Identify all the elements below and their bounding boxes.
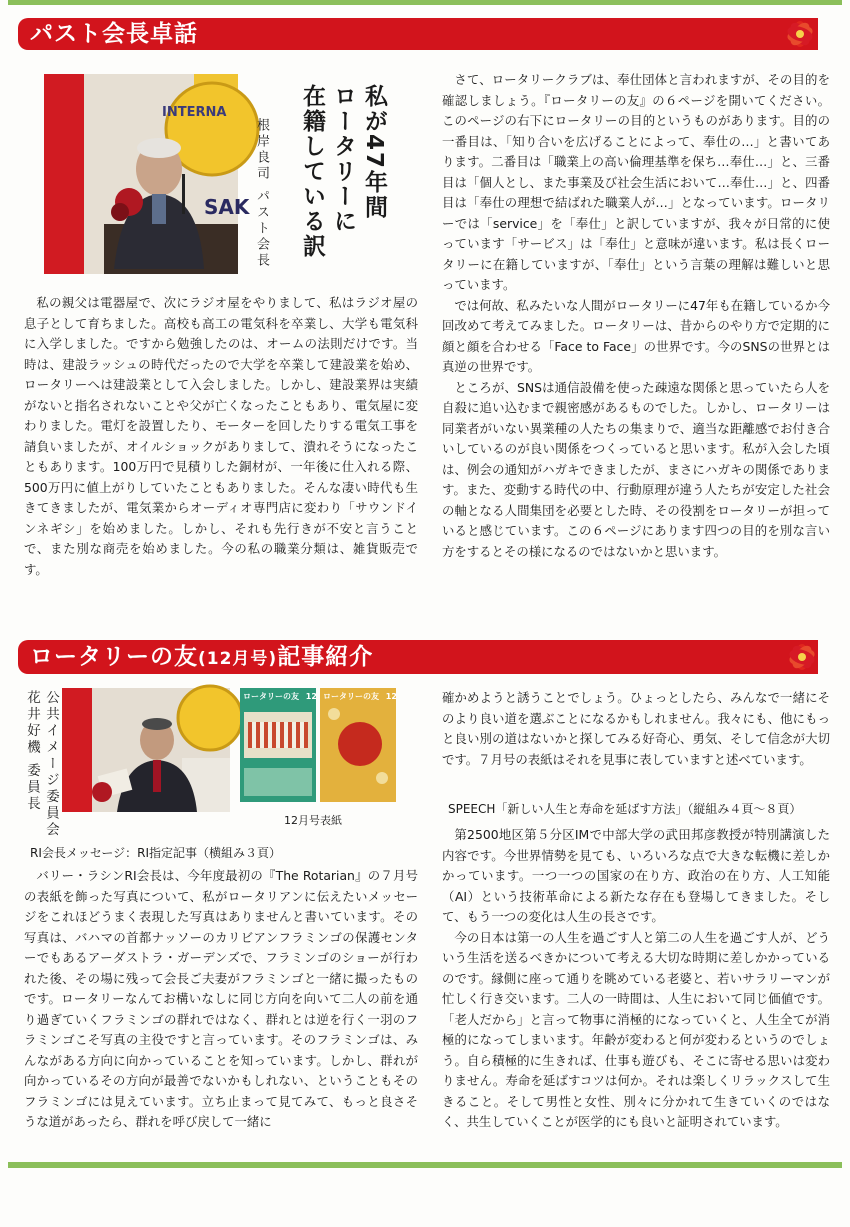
body-paragraph: 今の日本は第一の人生を過ごす人と第二の人生を過ごす人が、どういう生活を送るべきかについて考える大切な時期に差しかかっているのです。縁側に座って通りを眺めている老婆と、若いサラリーマンが忙しく行き交います。二人の一時間は、人生において同じ価値です。「老人だから」と言って物事に消極的になっていくと、人生全てが消極的になってしまいます。年齢が変わると何が変わるというのでしょう。自ら積極的に生きれば、仕事も遊びも、そこに寄せる思いは変わりません。寿命を延ばすコツは何か。それは楽しくリラックスして生きること。そして男性と女性、別々に分かれて生きていくのではなく、共生していくことが医学的にも良いと証明されています。 (442, 929, 830, 1129)
speech-body (442, 825, 830, 1133)
body-paragraph: 第2500地区第５分区IMで中部大学の武田邦彦教授が特別講演した内容です。今世界情勢を見ても、いろいろな点で大きな転機に差しかかっています。一つ一つの国家の在り方、政治の在り方、人工知能（AI）という技術革命による新たな存在も登場してきました。そして、もう一つの変化は人生の長さです。 (442, 827, 830, 924)
body-paragraph: 確かめようと誘うことでしょう。ひょっとしたら、みんなで一緒にそのより良い道を選ぶことになるかもしれません。我々にも、他にもっと良い別の道はないかと探してみる好奇心、勇気、そして信念が大切です。７月号の表紙はそれを見事に表していますと述べています。 (442, 690, 830, 767)
sign-text-2: SAK (204, 195, 250, 219)
author-line-1: 公共イメージ委員会 (43, 690, 59, 839)
speech-heading: SPEECH「新しい人生と寿命を延ばす方法」（縦組み４頁～８頁） (448, 802, 802, 816)
article-title-line-2: ロータリーに (330, 84, 356, 234)
section-title-tail: 記事紹介 (277, 644, 374, 670)
body-paragraph: ところが、SNSは通信設備を使った疎遠な関係と思っていたら人を自殺に追い込むまで親密感があるものでした。しかし、ロータリーは同業者がいない異業種の人たちの集まりで、適当な距離感でお付き合いしているのが良い関係をつくっていると思います。私が入会した頃は、例会の通知がハガキできましたが、まさにハガキの関係であります。また、変動する時代の中、行動原理が違う人たちが安定した社会の軸となる人間集団を必要とした時、その役割をロータリーが担っていると感じています。この６ページにあります四つの目的を別な言い方をするとその様になるのではないかと思います。 (442, 379, 830, 559)
committee-speaker-photo (62, 688, 230, 812)
ri-message-heading: RI会長メッセージ：RI指定記事（横組み３頁） (30, 846, 282, 860)
section-title-small: (12月号) (198, 649, 278, 669)
body-paragraph: さて、ロータリークラブは、奉仕団体と言われますが、その目的を確認しましょう。『ロータリーの友』の６ページを開いてください。このページの右下にロータリーの目的というものがあります。目的の一番目は、「知り合いを広げることによって、奉仕の…」と書いてあります。二番目は「職業上の高い倫理基準を保ち…奉仕…」と、三番目は「個人とし、また事業及び社会生活において…奉仕…」と、四番目は「奉仕の理想で結ばれた職業人が…」となっています。ロータリーでは「service」を「奉仕」と訳していますが、我々が日常的に使っています「サービス」は「奉仕」と意味が違います。私は長くロータリーに在籍していますが、「奉仕」という言葉の理解は難しいと思っています。 (442, 72, 830, 292)
article-body-right (442, 70, 830, 562)
flower-icon (785, 640, 819, 674)
bottom-rule (8, 1162, 842, 1168)
body-paragraph: 私の親父は電器屋で、次にラジオ屋をやりまして、私はラジオ屋の息子として育ちました。高校も高工の電気科を卒業し、大学も電気科に入学しました。ですから勉強したのは、オームの法則だけです。当時は、建設ラッシュの時代だったので大学を卒業して建設業を始め、ロータリーへは建設業として入会しました。しかし、建設業界は実績がないと指名されないことや父が亡くなったこともあり、電気屋に変わりました。電灯を設置したり、モーターを回したりする電気工事を請負いましたが、オイルショックがありまして、潰れそうになったこともあります。100万円で見積りした銅材が、一年後に仕入れる際、500万円に値上がりしていたこともありました。そんな凄い時代も生きてきましたが、電気業からオーディオ専門店に変わり「サウンドインネギシ」を始めました。しかし、それも先行きが不安と言うことで、また別な商売を始めました。今の私の職業分類は、雑貨販売です。 (24, 295, 418, 577)
magazine-cover-right (320, 688, 396, 802)
ri-message-body (24, 866, 418, 1133)
article-title-line-3: 在籍している訳 (299, 84, 325, 259)
section-title-main: ロータリーの友 (30, 644, 198, 670)
magazine-issue: 12 (305, 692, 317, 701)
speaker-photo (44, 74, 250, 274)
committee-author (22, 690, 60, 840)
article-title-line-1: 私が47年間 (361, 84, 387, 221)
magazine-issue: 12 (385, 692, 397, 701)
magazine-label: ロータリーの友 (323, 692, 379, 701)
article-title (296, 84, 389, 284)
body-paragraph: では何故、私みたいな人間がロータリーに47年も在籍しているか今回改めて考えてみました。ロータリーは、昔からのやり方で定期的に顔と顔を合わせる「Face to Face」の世界です。今のSNSの世界とは真逆の世界です。 (442, 297, 830, 374)
body-paragraph: バリー・ラシンRI会長は、今年度最初の『The Rotarian』の７月号の表紙を飾った写真について、私がロータリアンに伝えたいメッセージをこれほどうまく表現した写真はありませんと書いています。その写真は、バハマの首都ナッソーのカリビアンフラミンゴの保護センターでもあるアーダストラ・ガーデンズで、フラミンゴのショーが行われた後、その場に残って会長ご夫妻がフラミンゴと一緒に撮ったものです。ロータリーなんてお構いなしに同じ方向を向いて二人の前を通り過ぎていくフラミンゴの群れではなく、群れとは逆を行く一羽のフラミンゴこそ写真の主役ですと言っています。そのフラミンゴは、みんながある方向に向かっていることを知っています。しかし、群れが向かっているその方向が最善でないかもしれない、ということもそのフラミンゴには見えています。立ち止まって見てみて、もっと良さそうな道があったら、群れを呼び戻して一緒に (24, 868, 418, 1129)
author-line-2: 花井好機 委員長 (24, 690, 40, 813)
section-banner-magazine (18, 640, 818, 674)
top-rule (8, 0, 842, 5)
sign-text: INTERNA (162, 105, 227, 120)
article-author: 根岸良司 パスト会長 (254, 118, 269, 270)
section-banner-past-president (18, 18, 818, 50)
flower-icon (783, 17, 817, 51)
magazine-cover-left (240, 688, 316, 802)
section-title: パスト会長卓話 (30, 21, 198, 47)
article-body-left (24, 293, 418, 580)
ri-message-continuation (442, 688, 830, 770)
magazine-caption: 12月号表紙 (284, 814, 342, 827)
magazine-label: ロータリーの友 (243, 692, 299, 701)
